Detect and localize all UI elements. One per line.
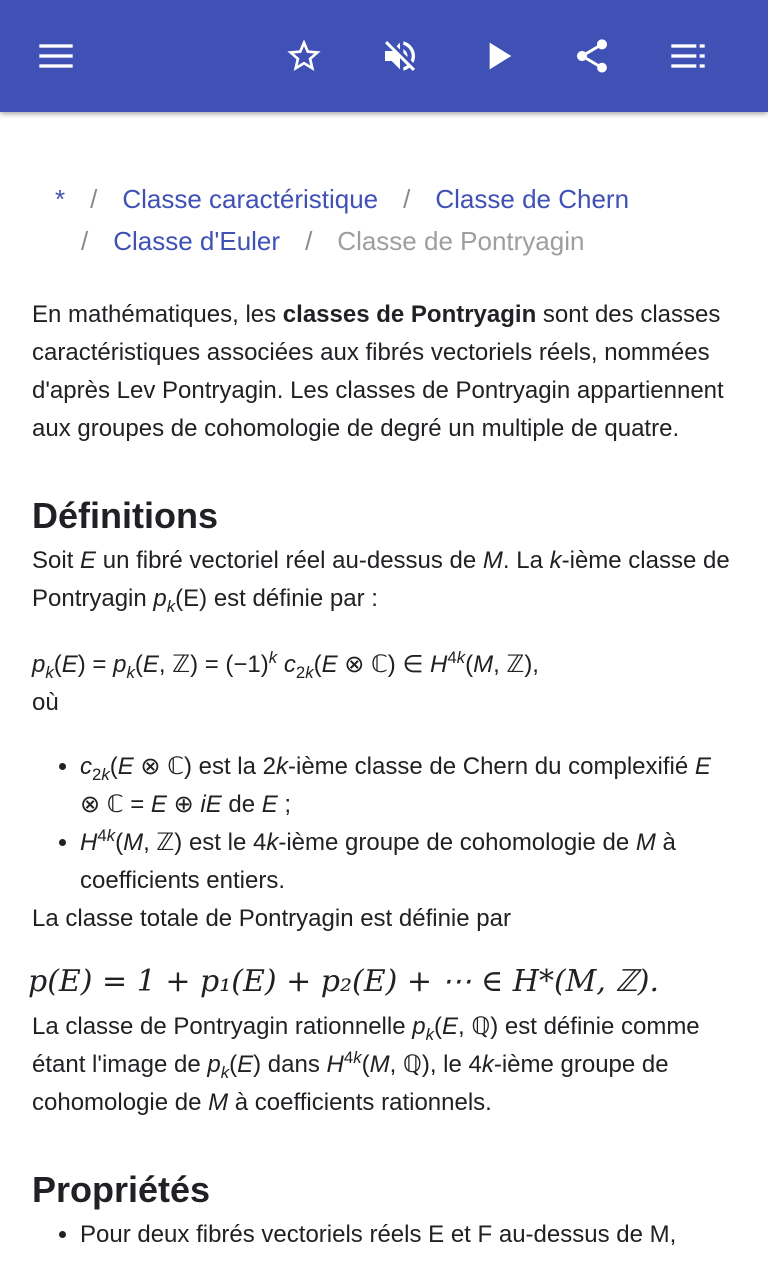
mute-button[interactable] <box>376 32 424 80</box>
app-bar <box>0 0 768 112</box>
definition-paragraph: Soit E un fibré vectoriel réel au-dessus de M. La k-ième classe de Pontryagin $p_k(E)$ est définie par : <box>32 547 730 616</box>
list-item: • $H^{4k}(M$, ℤ) est le 4k-ième groupe de cohomologie de M à coefficients entiers. <box>80 824 736 900</box>
playlist-icon <box>668 36 708 76</box>
list-item: • $c_{2k}(E$ ⊗ ℂ) est la 2k-ième classe de Chern du complexifié E ⊗ ℂ = E ⊕ iE de E ; <box>80 748 736 824</box>
breadcrumb-separator: / <box>305 226 313 256</box>
play-button[interactable] <box>474 32 522 80</box>
breadcrumb-link-classe-d-euler[interactable]: Classe d'Euler <box>113 226 281 256</box>
breadcrumb <box>55 178 736 262</box>
list-item: • Pour deux fibrés vectoriels réels E et F au-dessus de M, <box>80 1216 736 1254</box>
heading-properties: Propriétés <box>32 1169 211 1210</box>
menu-button[interactable] <box>32 32 80 80</box>
heading-definitions: Définitions <box>32 495 218 536</box>
intro-text-rest: sont des classes caractéristiques associées aux fibrés vectoriels réels, nommées d'après Lev Pontryagin. Les classes de Pontryagin appartiennent aux groupes de cohomologie de degré un multiple de quatre. <box>32 301 724 442</box>
intro-paragraph <box>32 296 736 448</box>
star-outline-icon <box>284 36 324 76</box>
volume-off-icon <box>380 36 420 76</box>
intro-text: En mathématiques, les <box>32 301 283 328</box>
formula-total-class: p(E) = 1 + p₁(E) + p₂(E) + ⋯ ∈ H*(M, ℤ). <box>28 964 660 999</box>
total-class-text: La classe totale de Pontryagin est définie par <box>32 905 511 932</box>
play-icon <box>478 36 518 76</box>
rational-paragraph: La classe de Pontryagin rationnelle $p_k(E$, ℚ) est définie comme étant l'image de $p_k(E)$ dans $H^{4k}(M$, ℚ), le 4k-ième groupe de cohomologie de M à coefficients rationnels. <box>32 1013 700 1116</box>
properties-list <box>32 1216 736 1254</box>
breadcrumb-link-classe-de-chern[interactable]: Classe de Chern <box>435 184 630 214</box>
share-button[interactable] <box>568 32 616 80</box>
playlist-button[interactable] <box>664 32 712 80</box>
breadcrumb-separator: / <box>403 184 411 214</box>
favorite-button[interactable] <box>280 32 328 80</box>
ou-text: où <box>32 689 59 716</box>
menu-icon <box>36 36 76 76</box>
share-icon <box>572 36 612 76</box>
intro-bold-term: classes de Pontryagin <box>282 301 537 328</box>
breadcrumb-home-link[interactable]: * <box>55 184 66 214</box>
breadcrumb-separator: / <box>90 184 98 214</box>
breadcrumb-current: Classe de Pontryagin <box>337 226 585 256</box>
definition-list <box>32 748 736 900</box>
breadcrumb-separator: / <box>81 226 89 256</box>
formula-pontryagin: $p_k(E) = p_k(E$, ℤ) = $(-1)^k$ $c_{2k}(E$ ⊗ ℂ) ∈ $H^{4k}(M$, ℤ), <box>32 648 539 682</box>
article-content <box>28 112 736 1254</box>
breadcrumb-link-classe-caracteristique[interactable]: Classe caractéristique <box>122 184 379 214</box>
